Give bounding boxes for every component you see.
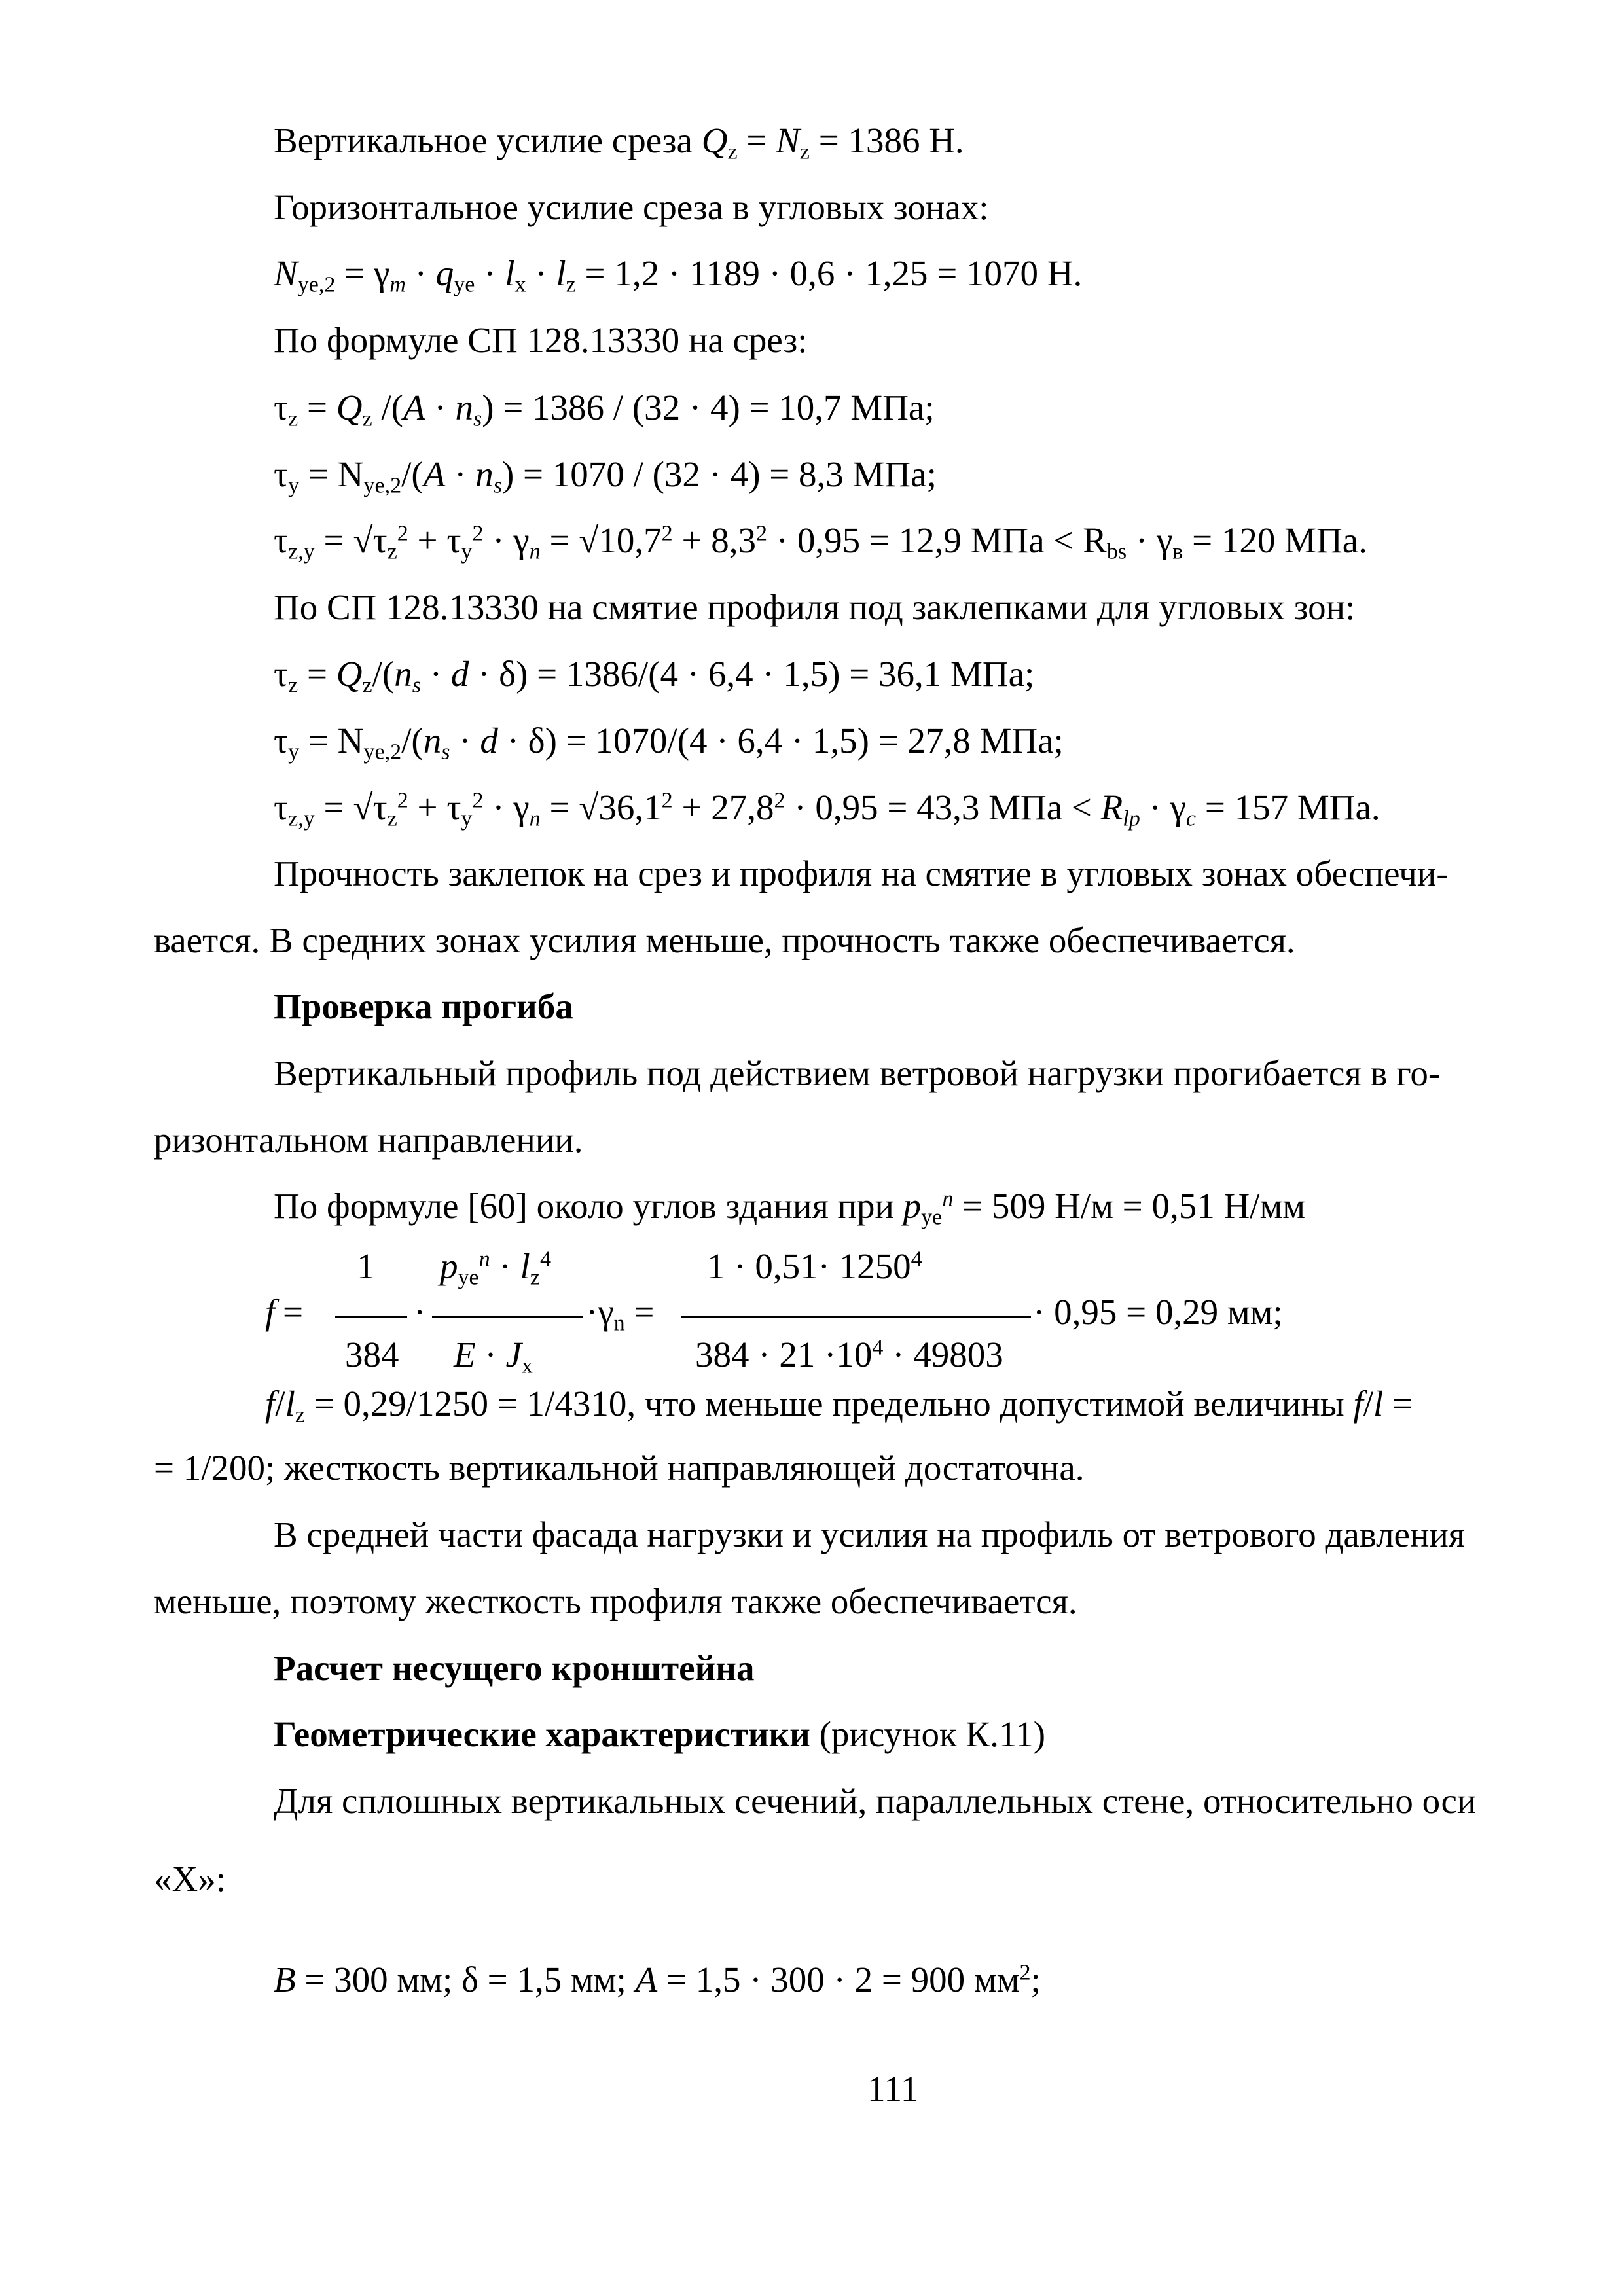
para-strength-line2: вается. В средних зонах усилия меньше, прочность также обеспечивается. — [154, 920, 1295, 960]
text-line-formula-ref-shear: По формуле СП 128.13330 на срез: — [274, 320, 808, 360]
formula-section-area: B = 300 мм; δ = 1,5 мм; A = 1,5 · 300 · 2 = 900 $мм^2$; — [274, 1960, 1041, 2000]
para-deflection-line2: ризонтальном направлении. — [154, 1120, 583, 1160]
fraction2-numerator: $p_{ye}^n \cdot l_z^4$ — [440, 1246, 552, 1290]
fraction2-line — [432, 1316, 583, 1318]
fraction3-denominator: $384 \cdot 21 \cdot 10^4 \cdot 49803$ — [695, 1335, 1003, 1374]
formula-gamma-n: $\cdot\gamma_n$ = — [586, 1292, 655, 1336]
text-line-vertical-shear: Вертикальное усилие среза $Q_z = N_z = 1386$ Н. — [274, 120, 964, 164]
page-number: 111 — [867, 2069, 919, 2109]
formula-f-symbol: f — [265, 1292, 276, 1332]
para-strength-line1: Прочность заклепок на срез и профиля на смятие в угловых зонах обеспечи- — [274, 853, 1449, 893]
heading-geometric-characteristics: Геометрические характеристики (рисунок К.11) — [274, 1714, 1046, 1754]
formula-result: · 0,95 = 0,29 мм; — [1033, 1292, 1283, 1332]
formula-tau-z-bearing: $\tau_z = Q_z/(n_s \cdot d \cdot \delta) = 1386/(4 \cdot 6,4 \cdot 1,5) = 36,1$ МПа; — [274, 654, 1035, 698]
para-middle-facade-line2: меньше, поэтому жесткость профиля также обеспечивается. — [154, 1581, 1077, 1621]
fraction1-line — [335, 1316, 407, 1318]
text-line-fl-ratio: $f/l_z = 0,29/1250 = 1/4310$, что меньше предельно допустимой величины f/l = — [265, 1384, 1413, 1427]
formula-tau-zy-shear: $\tau_{z,y} = √\tau_z^2 + \tau_y^2 \cdot \gamma_n = √10,7^2 + 8,3^2 \cdot 0,95 = 12,9$ МПа < $R_{bs} \cdot \gamma_в = 120$ МПа. — [274, 520, 1367, 564]
heading-bracket-calculation: Расчет несущего кронштейна — [274, 1648, 755, 1688]
formula-tau-z-shear: $\tau_z = Q_z$ $/(A \cdot n_s) = 1386 / (32 \cdot 4) = 10,7$ МПа; — [274, 387, 935, 431]
heading-deflection-check: Проверка прогиба — [274, 986, 573, 1026]
fraction1-denominator: 384 — [345, 1335, 399, 1374]
formula-dot-1: · — [414, 1292, 426, 1332]
formula-nye2: $N_{ye,2} = \gamma_m \cdot q_{ye} \cdot l_x \cdot l_z = 1,2 \cdot 1189 \cdot 0,6 \cdot 1,25 = 1070$ Н. — [274, 253, 1083, 297]
fraction1-numerator: 1 — [357, 1246, 375, 1286]
fraction3-line — [681, 1316, 1031, 1318]
para-deflection-line1: Вертикальный профиль под действием ветровой нагрузки прогибается в го- — [274, 1053, 1441, 1093]
formula-equals-1: = — [283, 1292, 304, 1332]
para-middle-facade-line1: В средней части фасада нагрузки и усилия на профиль от ветрового давления — [274, 1515, 1466, 1554]
fraction3-numerator: $1 \cdot 0,51\cdot 1250^4$ — [707, 1246, 922, 1286]
formula-tau-zy-bearing: $\tau_{z,y} = √\tau_z^2 + \tau_y^2 \cdot \gamma_n = √36,1^2 + 27,8^2 \cdot 0,95 = 43,3$ МПа < $R_{lp} \cdot \gamma_c = 157$ МПа. — [274, 787, 1380, 831]
text-line-stiffness-conclusion: = 1/200; жесткость вертикальной направляющей достаточна. — [154, 1448, 1085, 1488]
text-line-formula-60: По формуле [60] около углов здания при $p_{ye}^n = 509$ Н/м = 0,51 Н/мм — [274, 1186, 1306, 1230]
fraction2-denominator: $E \cdot J_x$ — [454, 1335, 533, 1378]
para-solid-sections-line2: «X»: — [154, 1859, 226, 1899]
text-line-bearing-ref: По СП 128.13330 на смятие профиля под заклепками для угловых зон: — [274, 587, 1356, 627]
text-line-horizontal-shear: Горизонтальное усилие среза в угловых зонах: — [274, 187, 989, 227]
para-solid-sections-line1: Для сплошных вертикальных сечений, параллельных стене, относительно оси — [274, 1781, 1477, 1821]
formula-tau-y-shear: $\tau_y = N_{ye,2}/(A \cdot n_s) = 1070 / (32 \cdot 4) = 8,3$ МПа; — [274, 454, 937, 498]
formula-tau-y-bearing: $\tau_y = N_{ye,2}/(n_s \cdot d \cdot \delta) = 1070/(4 \cdot 6,4 \cdot 1,5) = 27,8$ МПа; — [274, 721, 1064, 764]
